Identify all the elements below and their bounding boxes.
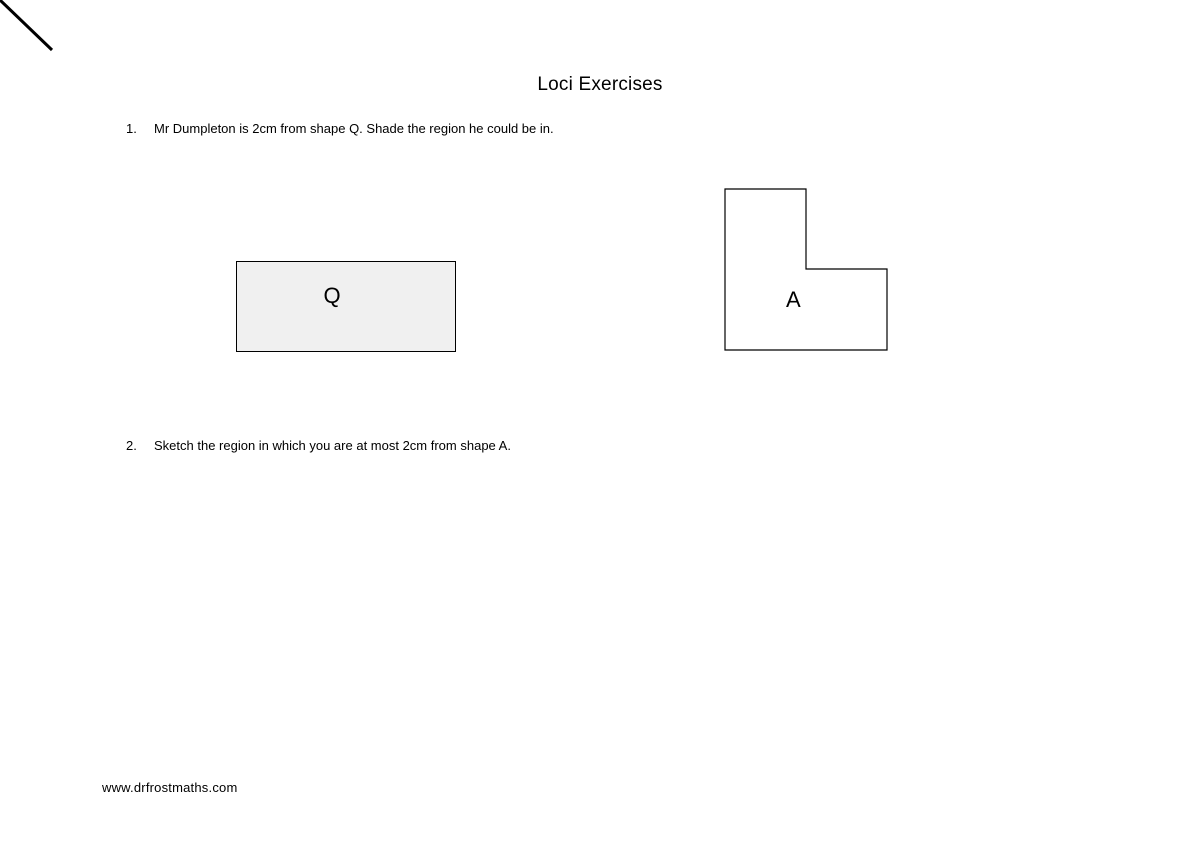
- question-1-text: Mr Dumpleton is 2cm from shape Q. Shade the region he could be in.: [154, 121, 554, 136]
- question-1: [126, 118, 586, 139]
- question-2-number: 2.: [126, 438, 137, 453]
- corner-diagonal-line: [0, 0, 60, 60]
- page-title: Loci Exercises: [537, 74, 663, 95]
- shape-q-label: Q: [323, 283, 341, 308]
- shape-a-l-shape: [722, 186, 892, 354]
- footer-url[interactable]: www.drfrostmaths.com: [102, 780, 238, 795]
- question-1-number: 1.: [126, 121, 137, 136]
- question-2-text: Sketch the region in which you are at most 2cm from shape A.: [154, 438, 511, 453]
- shape-q-rectangle: [236, 261, 456, 352]
- shape-a-label: A: [786, 287, 801, 312]
- question-2: [126, 435, 726, 456]
